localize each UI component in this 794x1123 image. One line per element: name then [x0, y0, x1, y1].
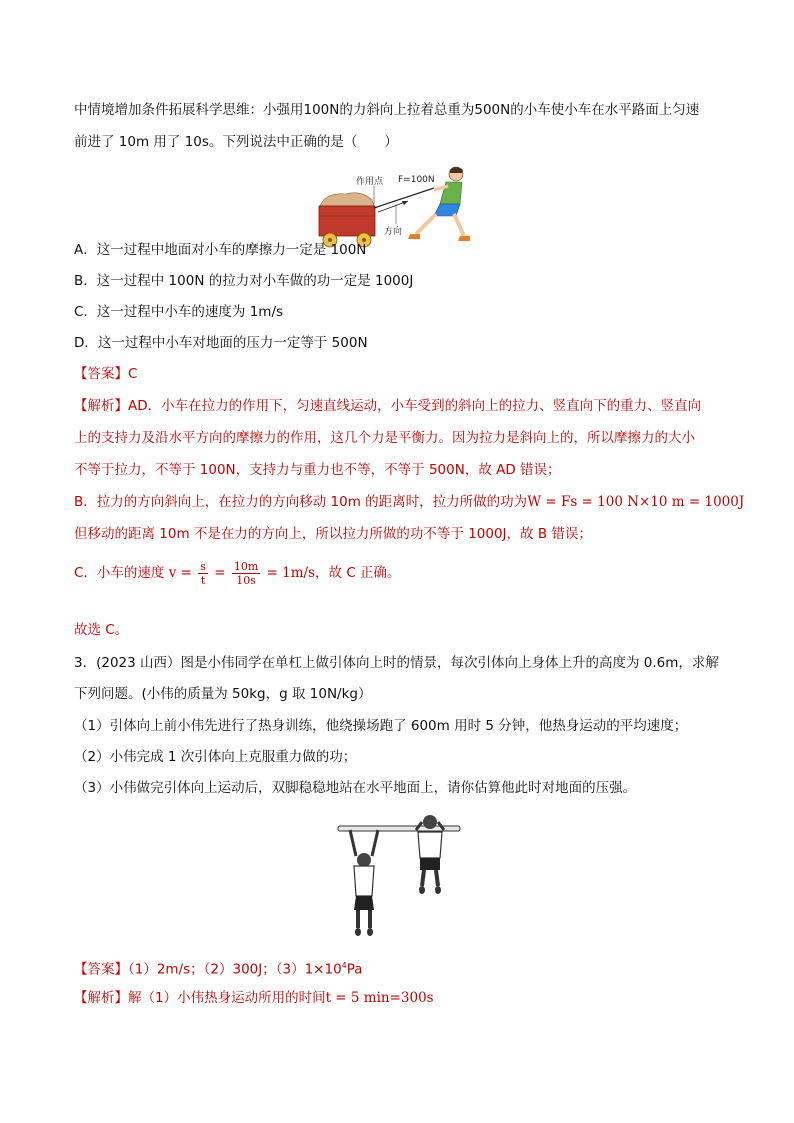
- q2-conclusion: 故选 C。: [74, 622, 129, 638]
- q2-stem-line1: 中情境增加条件拓展科学思维：小强用100N的力斜向上拉着总重为500N的小车使小车在水平路面上匀速: [74, 102, 700, 118]
- velocity-symbol: v =: [168, 565, 192, 581]
- q2-stem-line2: 前进了 10m 用了 10s。下列说法中正确的是（ ）: [74, 134, 398, 150]
- fraction-10m-over-10s: [232, 560, 260, 587]
- q2-option-b: B．这一过程中 100N 的拉力对小车做的功一定是 1000J: [74, 273, 414, 289]
- q3-analysis-text: 解（1）小伟热身运动所用的时间: [128, 990, 326, 1006]
- analysis-b1-formula: W = Fs = 100 N×10 m = 1000J: [527, 494, 745, 510]
- q3-sub2: （2）小伟完成 1 次引体向上克服重力做的功；: [74, 749, 357, 765]
- q2-analysis-line3: 不等于拉力，不等于 100N，支持力与重力也不等，不等于 500N，故 AD 错误；: [74, 462, 561, 478]
- q3-analysis-label: 【解析】: [74, 990, 128, 1006]
- analysis-b1-text: B．拉力的方向斜向上，在拉力的方向移动 10m 的距离时，拉力所做的功为: [74, 494, 528, 510]
- label-direction: 方向: [384, 227, 403, 237]
- q3-answer-exp: 4: [341, 961, 347, 970]
- q2-answer: [74, 364, 137, 384]
- q3-analysis-formula: t = 5 min=300s: [325, 990, 434, 1006]
- q3-analysis-line1: [74, 988, 434, 1008]
- q3-answer-label: 【答案】: [74, 961, 128, 978]
- answer-label: 【答案】: [74, 366, 128, 382]
- fraction-s-over-t: [198, 560, 208, 587]
- answer-value: C: [128, 366, 138, 382]
- q2-option-a: A．这一过程中地面对小车的摩擦力一定是 100N: [74, 242, 367, 258]
- q3-sub3: （3）小伟做完引体向上运动后，双脚稳稳地站在水平地面上，请你估算他此时对地面的压强。: [74, 780, 637, 796]
- velocity-result: = 1m/s: [266, 565, 316, 581]
- frac1-den: t: [200, 573, 206, 587]
- q3-answer-unit: Pa: [346, 961, 363, 978]
- analysis-label: 【解析】: [74, 398, 128, 414]
- q2-analysis-b2: 但移动的距离 10m 不是在力的方向上，所以拉力所做的功不等于 1000J，故 B 错误；: [74, 526, 592, 542]
- q2-analysis-line1: [74, 396, 701, 416]
- q2-analysis-b1: [74, 492, 744, 512]
- q3-sub1: （1）引体向上前小伟先进行了热身训练，他绕操场跑了 600m 用时 5 分钟，他热身运动的平均速度；: [74, 718, 688, 734]
- frac2-num: 10m: [233, 559, 259, 573]
- q3-stem-line2: 下列问题。(小伟的质量为 50kg，g 取 10N/kg）: [74, 686, 372, 702]
- label-point: 作用点: [356, 177, 384, 187]
- analysis-text-1: AD．小车在拉力的作用下，匀速直线运动，小车受到的斜向上的拉力、竖直向下的重力、竖直向: [128, 398, 702, 414]
- q3-answer-text: （1）2m/s；（2）300J；（3）1×10: [128, 961, 342, 978]
- pullup-figure: [336, 812, 462, 940]
- q2-option-d: D．这一过程中小车对地面的压力一定等于 500N: [74, 335, 368, 351]
- q2-analysis-c: [74, 556, 401, 590]
- analysis-c-prefix: C．小车的速度: [74, 565, 165, 581]
- q2-analysis-line2: 上的支持力及沿水平方向的摩擦力的作用，这几个力是平衡力。因为拉力是斜向上的，所以摩擦力的大小: [74, 430, 695, 446]
- equals-sign: =: [214, 565, 226, 581]
- analysis-c-suffix: ，故 C 正确。: [315, 565, 401, 581]
- label-force: F=100N: [398, 175, 435, 185]
- q2-option-c: C．这一过程中小车的速度为 1m/s: [74, 304, 284, 320]
- frac2-den: 10s: [236, 573, 256, 587]
- q3-answer: [74, 956, 363, 980]
- frac1-num: s: [200, 559, 206, 573]
- q3-stem-line1: 3．(2023 山西）图是小伟同学在单杠上做引体向上时的情景，每次引体向上身体上升的高度为 0.6m，求解: [74, 655, 719, 671]
